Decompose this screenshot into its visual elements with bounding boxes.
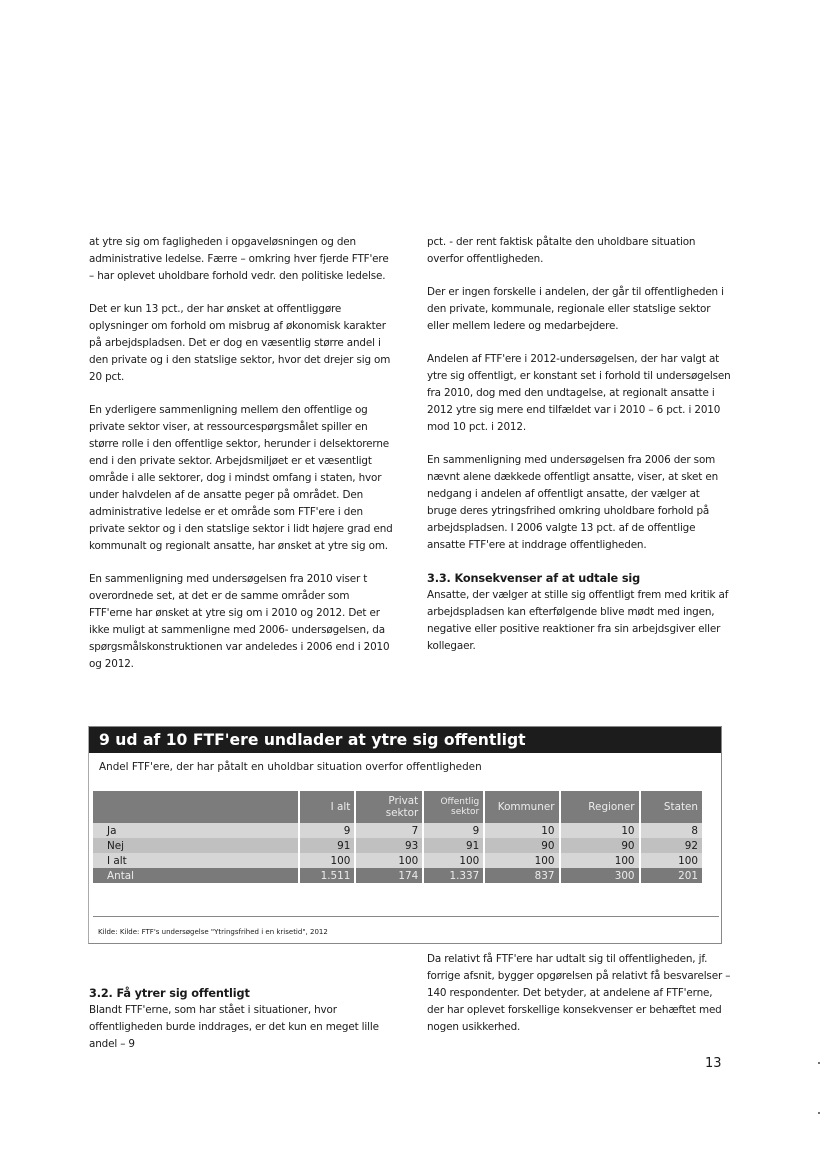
paragraph: Blandt FTF'erne, som har stået i situationer, hvor offentligheden burde inddrages, er det kun en meget lille andel – 9: [89, 1004, 379, 1050]
paragraph: Ansatte, der vælger at stille sig offentligt frem med kritik af arbejdspladsen kan efterfølgende blive mødt med ingen, negative eller positive reaktioner fra sin arbejdsgiver eller kollegaer.: [427, 589, 729, 652]
table-cell: 837: [484, 868, 559, 883]
box-title: 9 ud af 10 FTF'ere undlader at ytre sig offentligt: [89, 727, 721, 753]
table-header-cell: [93, 791, 299, 823]
paragraph: at ytre sig om fagligheden i opgaveløsningen og den administrative ledelse. Færre – omkring hver fjerde FTF'ere – har oplevet uholdbare forhold vedr. den politiske ledelse.: [89, 236, 389, 282]
table-cell: Antal: [93, 868, 299, 883]
paragraph: En sammenligning med undersøgelsen fra 2010 viser t overordnede set, at det er de samme områder som FTF'erne har ønsket at ytre sig om i 2010 og 2012. Det er ikke muligt at sammenligne med 2006- undersøgelsen, da spørgsmålskonstruktionen var andeledes i 2006 end i 2010 og 2012.: [89, 573, 390, 670]
table-cell: 91: [423, 838, 484, 853]
table-cell: 100: [423, 853, 484, 868]
table-cell: 100: [484, 853, 559, 868]
right-column: [427, 234, 732, 655]
paragraph: Andelen af FTF'ere i 2012-undersøgelsen, der har valgt at ytre sig offentligt, er konstant set i forhold til undersøgelsen fra 2010, dog med den undtagelse, at regionalt ansatte i 2012 ytre sig mere end tilfældet var i 2010 – 6 pct. i 2010 mod 10 pct. i 2012.: [427, 353, 731, 433]
table-row: [93, 868, 703, 883]
table-cell: 9: [299, 823, 356, 838]
table-cell: 1.511: [299, 868, 356, 883]
table-cell: 10: [560, 823, 640, 838]
paragraph: pct. - der rent faktisk påtalte den uholdbare situation overfor offentligheden.: [427, 236, 696, 265]
box-subtitle: Andel FTF'ere, der har påtalt en uholdbar situation overfor offentligheden: [99, 761, 482, 773]
data-table: [93, 791, 704, 883]
divider: [93, 916, 719, 917]
table-cell: 300: [560, 868, 640, 883]
table-cell: 92: [640, 838, 703, 853]
scan-mark: [818, 1062, 820, 1064]
table-cell: 100: [640, 853, 703, 868]
paragraph: En yderligere sammenligning mellem den offentlige og private sektor viser, at ressourcespørgsmålet spiller en større rolle i den offentlige sektor, herunder i delsektorerne end i den private sektor. Arbejdsmiljøet er et væsentligt område i alle sektorer, dog i mindst omfang i staten, hvor under halvdelen af de ansatte peger på området. Den administrative ledelse er et område som FTF'ere i den private sektor og i den statslige sektor i lidt højere grad end kommunalt og regionalt ansatte, har ønsket at ytre sig om.: [89, 404, 393, 552]
paragraph: En sammenligning med undersøgelsen fra 2006 der som nævnt alene dækkede offentligt ansatte, viser, at sket en nedgang i andelen af offentligt ansatte, der vælger at bruge deres ytringsfrihed omkring uholdbare forhold på arbejdspladsen. I 2006 valgte 13 pct. af de offentlige ansatte FTF'ere at inddrage offentligheden.: [427, 454, 719, 551]
table-cell: Nej: [93, 838, 299, 853]
data-box: [88, 726, 722, 944]
table-cell: 90: [560, 838, 640, 853]
table-cell: 10: [484, 823, 559, 838]
section-heading: 3.3. Konsekvenser af at udtale sig: [427, 572, 641, 585]
table-cell: 93: [355, 838, 423, 853]
table-cell: Ja: [93, 823, 299, 838]
table-header-row: [93, 791, 703, 823]
table-header-cell: Privat sektor: [355, 791, 423, 823]
paragraph: Da relativt få FTF'ere har udtalt sig til offentligheden, jf. forrige afsnit, bygger opgørelsen på relativt få besvarelser – 140 respondenter. Det betyder, at andelene af FTF'erne, der har oplevet forskellige konsekvenser er behæftet med nogen usikkerhed.: [427, 953, 731, 1033]
table-header-cell: I alt: [299, 791, 356, 823]
table-cell: 91: [299, 838, 356, 853]
right-column-bottom: [427, 951, 732, 1036]
table-cell: 90: [484, 838, 559, 853]
table-row: [93, 838, 703, 853]
table-row: [93, 823, 703, 838]
section-heading: 3.2. Få ytrer sig offentligt: [89, 987, 250, 1000]
table-cell: 8: [640, 823, 703, 838]
table-cell: 1.337: [423, 868, 484, 883]
left-column: [89, 234, 394, 673]
table-header-cell: Regioner: [560, 791, 640, 823]
paragraph: Der er ingen forskelle i andelen, der går til offentligheden i den private, kommunale, regionale eller statslige sektor eller mellem ledere og medarbejdere.: [427, 286, 724, 332]
table-cell: 174: [355, 868, 423, 883]
page-number: 13: [705, 1056, 722, 1071]
paragraph: Det er kun 13 pct., der har ønsket at offentliggøre oplysninger om forhold om misbrug af økonomisk karakter på arbejdspladsen. Det er dog en væsentlig større andel i den private og i den statslige sektor, hvor det drejer sig om 20 pct.: [89, 303, 391, 383]
table-cell: 9: [423, 823, 484, 838]
table-cell: 100: [299, 853, 356, 868]
table-header-cell: Offentlig sektor: [423, 791, 484, 823]
table-cell: 100: [355, 853, 423, 868]
table-row: [93, 853, 703, 868]
table-cell: 100: [560, 853, 640, 868]
table-header-cell: Staten: [640, 791, 703, 823]
left-column-bottom: [89, 985, 394, 1053]
table-header-cell: Kommuner: [484, 791, 559, 823]
table-cell: 7: [355, 823, 423, 838]
scan-mark: [818, 1112, 820, 1114]
source-note: Kilde: Kilde: FTF's undersøgelse "Ytringsfrihed i en krisetid", 2012: [98, 928, 328, 936]
table-cell: I alt: [93, 853, 299, 868]
table-cell: 201: [640, 868, 703, 883]
